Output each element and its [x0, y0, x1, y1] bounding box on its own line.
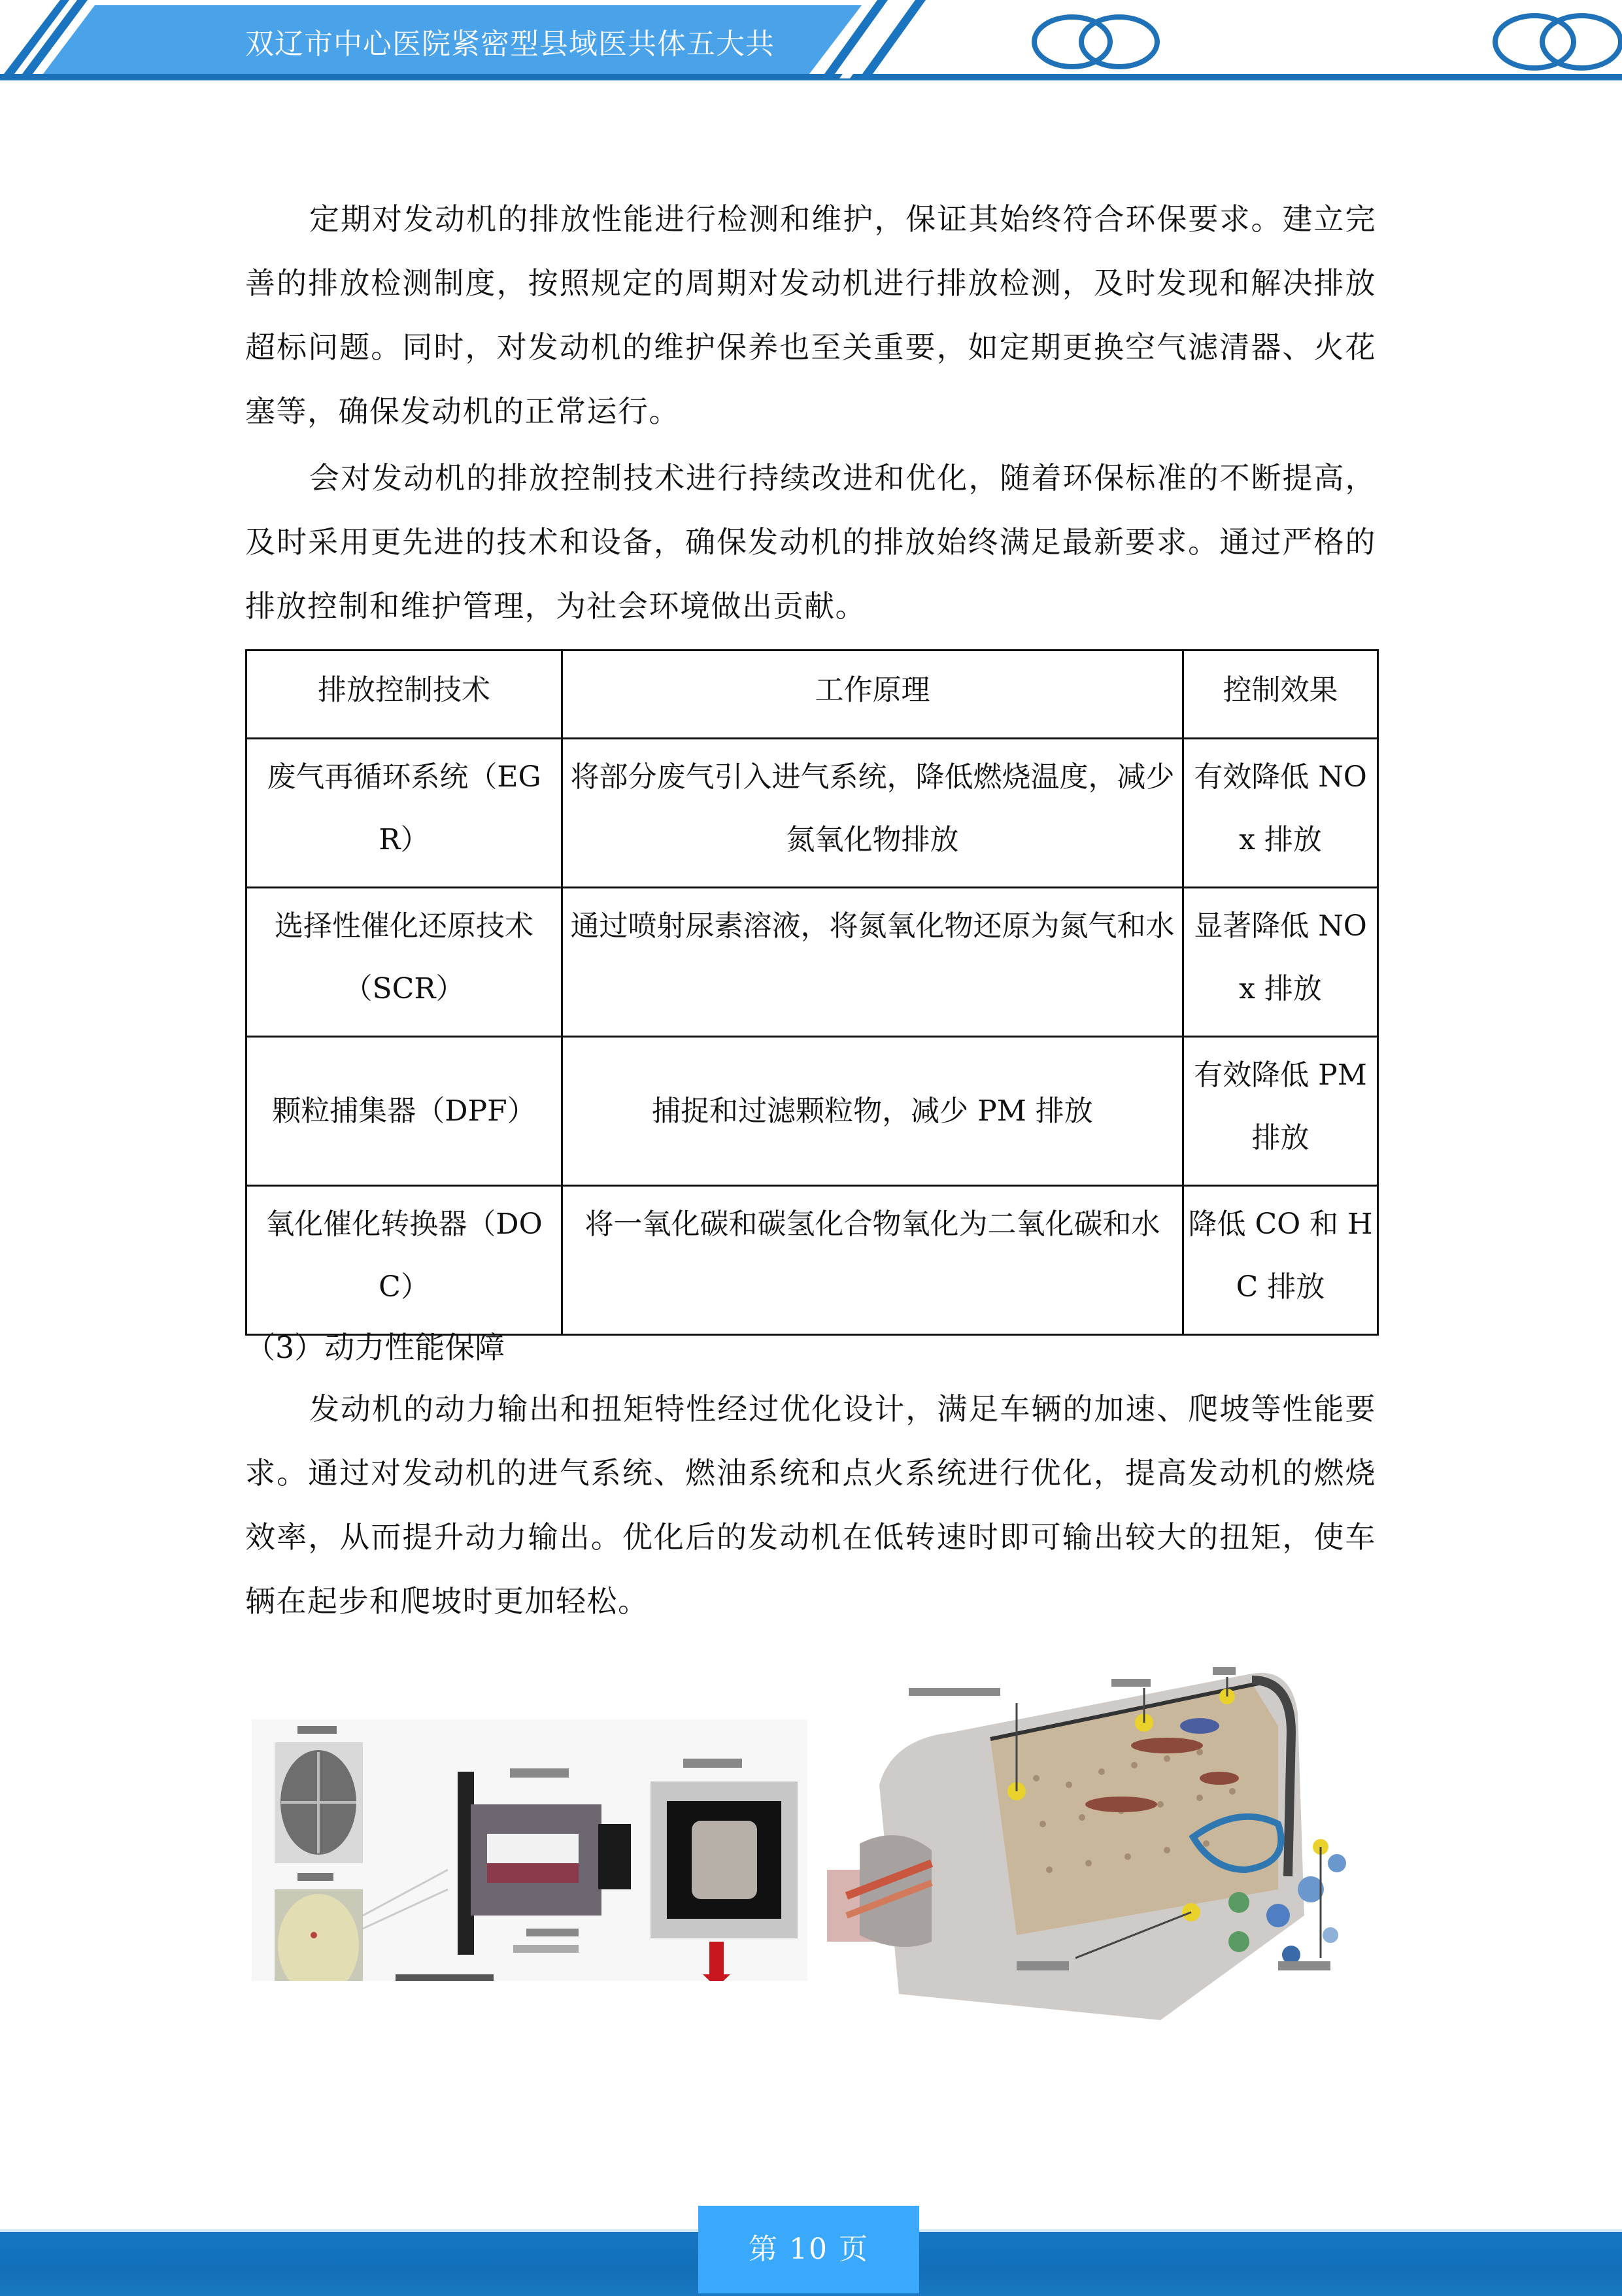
- cell-technology: 氧化催化转换器（DOC）: [246, 1186, 562, 1335]
- paragraph-emission-improvement: 会对发动机的排放控制技术进行持续改进和优化，随着环保标准的不断提高，及时采用更先进的技术和设备，确保发动机的排放始终满足最新要求。通过严格的排放控制和维护管理，为社会环境做出贡献。: [245, 460, 1376, 624]
- page-number: 第 10 页: [749, 2233, 869, 2266]
- header-technology: 排放控制技术: [246, 650, 562, 739]
- header-effect: 控制效果: [1183, 650, 1378, 739]
- header-principle: 工作原理: [562, 650, 1183, 739]
- table-row: [246, 1037, 1378, 1186]
- emission-control-table: [245, 649, 1379, 1336]
- cell-effect: 有效降低 PM 排放: [1183, 1037, 1378, 1186]
- cell-principle: 将部分废气引入进气系统，降低燃烧温度，减少氮氧化物排放: [562, 739, 1183, 888]
- interlocking-rings-icon: [1034, 17, 1157, 67]
- cell-technology: 选择性催化还原技术（SCR）: [246, 888, 562, 1037]
- cell-technology: 废气再循环系统（EGR）: [246, 739, 562, 888]
- cell-principle: 捕捉和过滤颗粒物，减少 PM 排放: [562, 1037, 1183, 1186]
- dpf-diagram-image: [252, 1719, 807, 1981]
- table-row: [246, 739, 1378, 888]
- table-row: [246, 1186, 1378, 1335]
- header-title: 双辽市中心医院紧密型县域医共体五大共: [245, 27, 775, 61]
- cell-principle: 将一氧化碳和碳氢化合物氧化为二氧化碳和水: [562, 1186, 1183, 1335]
- table-row: [246, 888, 1378, 1037]
- cell-effect: 降低 CO 和 HC 排放: [1183, 1186, 1378, 1335]
- cell-effect: 显著降低 NOx 排放: [1183, 888, 1378, 1037]
- paragraph-power-performance: 发动机的动力输出和扭矩特性经过优化设计，满足车辆的加速、爬坡等性能要求。通过对发动机的进气系统、燃油系统和点火系统进行优化，提高发动机的燃烧效率，从而提升动力输出。优化后的发动机在低转速时即可输出较大的扭矩，使车辆在起步和爬坡时更加轻松。: [245, 1391, 1376, 1619]
- section-heading: （3）动力性能保障: [245, 1330, 505, 1365]
- page-number-tab: [698, 2206, 919, 2293]
- paragraph-emission-maintenance: 定期对发动机的排放性能进行检测和维护，保证其始终符合环保要求。建立完善的排放检测制度，按照规定的周期对发动机进行排放检测，及时发现和解决排放超标问题。同时，对发动机的维护保养也至关重要，如定期更换空气滤清器、火花塞等，确保发动机的正常运行。: [245, 201, 1376, 429]
- catalytic-converter-cutaway-image: [820, 1654, 1370, 2079]
- cell-effect: 有效降低 NOx 排放: [1183, 739, 1378, 888]
- page-header: [0, 0, 1622, 85]
- header-decoration: [0, 0, 1622, 85]
- cell-technology: 颗粒捕集器（DPF）: [246, 1037, 562, 1186]
- cell-principle: 通过喷射尿素溶液，将氮氧化物还原为氮气和水: [562, 888, 1183, 1037]
- table-header-row: [246, 650, 1378, 739]
